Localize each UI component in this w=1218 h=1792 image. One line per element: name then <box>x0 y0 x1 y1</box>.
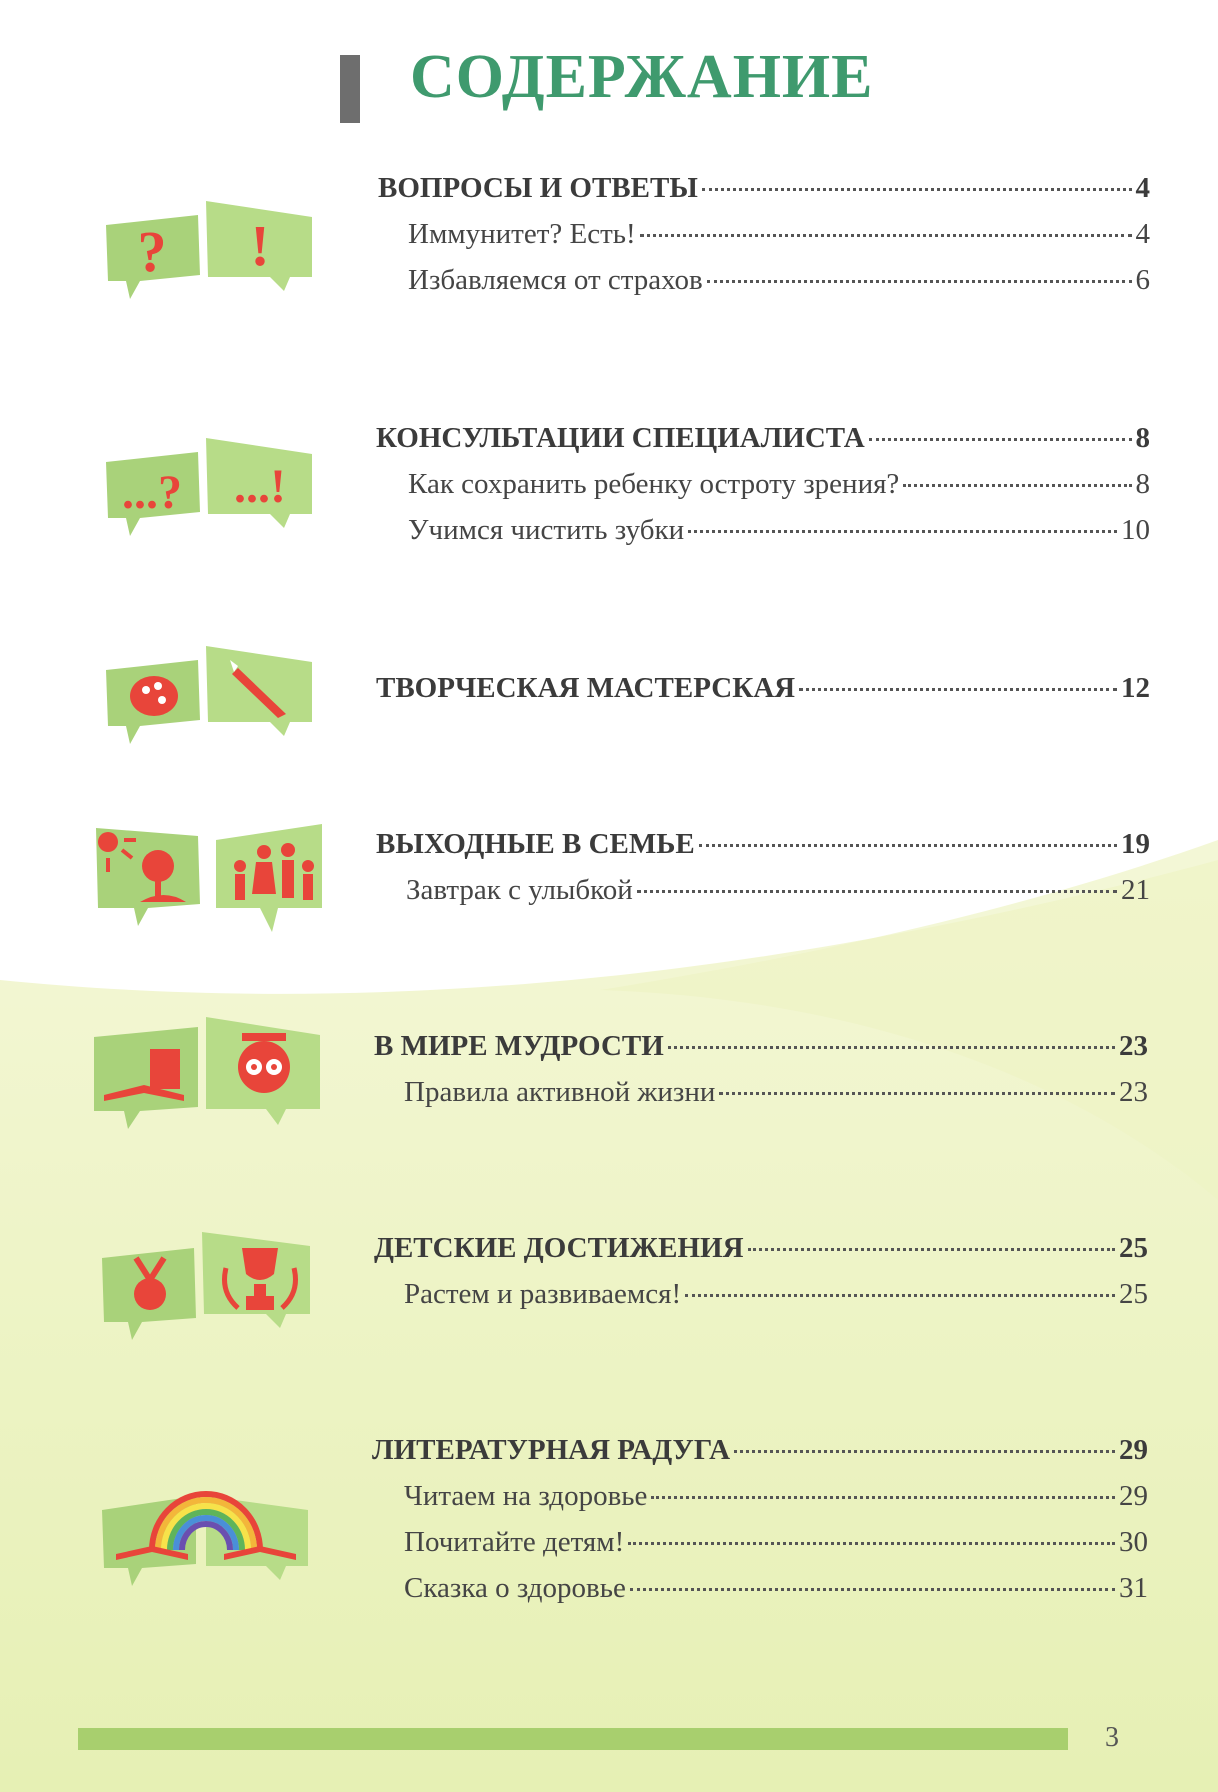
dot-leader <box>688 530 1117 533</box>
svg-text:...?: ...? <box>122 466 182 519</box>
dot-leader <box>630 1588 1115 1591</box>
toc-section-workshop[interactable] <box>376 672 1150 705</box>
item-page: 4 <box>1135 218 1150 250</box>
dot-leader <box>640 234 1132 237</box>
dot-leader <box>799 688 1117 691</box>
section-page: 12 <box>1121 672 1150 704</box>
dot-leader <box>702 188 1132 191</box>
question-exclamation-icon <box>100 195 320 305</box>
dot-leader <box>748 1248 1115 1251</box>
item-page: 25 <box>1119 1278 1148 1310</box>
section-page: 23 <box>1119 1030 1148 1062</box>
medal-trophy-icon <box>96 1228 316 1344</box>
toc-item[interactable] <box>404 1526 1148 1559</box>
dot-leader <box>699 844 1117 847</box>
page-title: СОДЕРЖАНИЕ <box>410 43 874 111</box>
section-page: 8 <box>1135 422 1150 454</box>
svg-text:...!: ...! <box>234 460 286 513</box>
item-page: 10 <box>1121 514 1150 546</box>
dot-leader <box>903 484 1131 487</box>
section-page: 19 <box>1121 828 1150 860</box>
ellipsis-question-icon <box>100 432 320 542</box>
toc-section-consultations[interactable] <box>376 422 1150 455</box>
item-title: Растем и развиваемся! <box>404 1278 682 1310</box>
section-title: ДЕТСКИЕ ДОСТИЖЕНИЯ <box>374 1232 744 1264</box>
svg-text:?: ? <box>137 219 167 284</box>
item-page: 29 <box>1119 1480 1148 1512</box>
item-page: 31 <box>1119 1572 1148 1604</box>
item-page: 23 <box>1119 1076 1148 1108</box>
dot-leader <box>869 438 1132 441</box>
item-title: Читаем на здоровье <box>404 1480 648 1512</box>
toc-section-achievements[interactable] <box>374 1232 1148 1265</box>
toc-item[interactable] <box>408 468 1150 501</box>
item-title: Почитайте детям! <box>404 1526 625 1558</box>
dot-leader <box>707 280 1132 283</box>
svg-text:!: ! <box>250 213 270 278</box>
toc-item[interactable] <box>404 1278 1148 1311</box>
section-page: 25 <box>1119 1232 1148 1264</box>
page-number: 3 <box>1105 1722 1119 1753</box>
item-page: 6 <box>1135 264 1150 296</box>
dot-leader <box>651 1496 1115 1499</box>
title-marker-bar <box>340 55 360 123</box>
item-page: 30 <box>1119 1526 1148 1558</box>
item-title: Завтрак с улыбкой <box>406 874 633 906</box>
toc-item[interactable] <box>404 1572 1148 1605</box>
toc-item[interactable] <box>406 874 1150 907</box>
section-title: ВОПРОСЫ И ОТВЕТЫ <box>378 172 698 204</box>
toc-section-wisdom[interactable] <box>374 1030 1148 1063</box>
toc-item[interactable] <box>408 218 1150 251</box>
dot-leader <box>719 1092 1115 1095</box>
section-page: 29 <box>1119 1434 1148 1466</box>
rainbow-books-icon <box>96 1470 316 1588</box>
footer-bar <box>78 1728 1068 1750</box>
dot-leader <box>685 1294 1115 1297</box>
dot-leader <box>637 890 1117 893</box>
toc-item[interactable] <box>408 514 1150 547</box>
item-title: Сказка о здоровье <box>404 1572 626 1604</box>
item-title: Избавляемся от страхов <box>408 264 703 296</box>
item-title: Иммунитет? Есть! <box>408 218 636 250</box>
item-page: 21 <box>1121 874 1150 906</box>
toc-section-family-weekend[interactable] <box>376 828 1150 861</box>
toc-section-questions[interactable] <box>378 172 1150 205</box>
toc-item[interactable] <box>408 264 1150 297</box>
dot-leader <box>628 1542 1115 1545</box>
item-title: Как сохранить ребенку остроту зрения? <box>408 468 900 500</box>
palette-brush-icon <box>100 640 320 750</box>
item-title: Учимся чистить зубки <box>408 514 685 546</box>
item-page: 8 <box>1135 468 1150 500</box>
book-owl-icon <box>90 1015 326 1131</box>
toc-item[interactable] <box>404 1480 1148 1513</box>
section-title: ЛИТЕРАТУРНАЯ РАДУГА <box>372 1434 731 1466</box>
section-title: В МИРЕ МУДРОСТИ <box>374 1030 664 1062</box>
section-title: КОНСУЛЬТАЦИИ СПЕЦИАЛИСТА <box>376 422 865 454</box>
item-title: Правила активной жизни <box>404 1076 716 1108</box>
toc-item[interactable] <box>404 1076 1148 1109</box>
section-title: ТВОРЧЕСКАЯ МАСТЕРСКАЯ <box>376 672 796 704</box>
family-outing-icon <box>92 822 328 938</box>
section-title: ВЫХОДНЫЕ В СЕМЬЕ <box>376 828 695 860</box>
dot-leader <box>668 1046 1115 1049</box>
dot-leader <box>734 1450 1115 1453</box>
toc-section-literary-rainbow[interactable] <box>372 1434 1148 1467</box>
section-page: 4 <box>1135 172 1150 204</box>
